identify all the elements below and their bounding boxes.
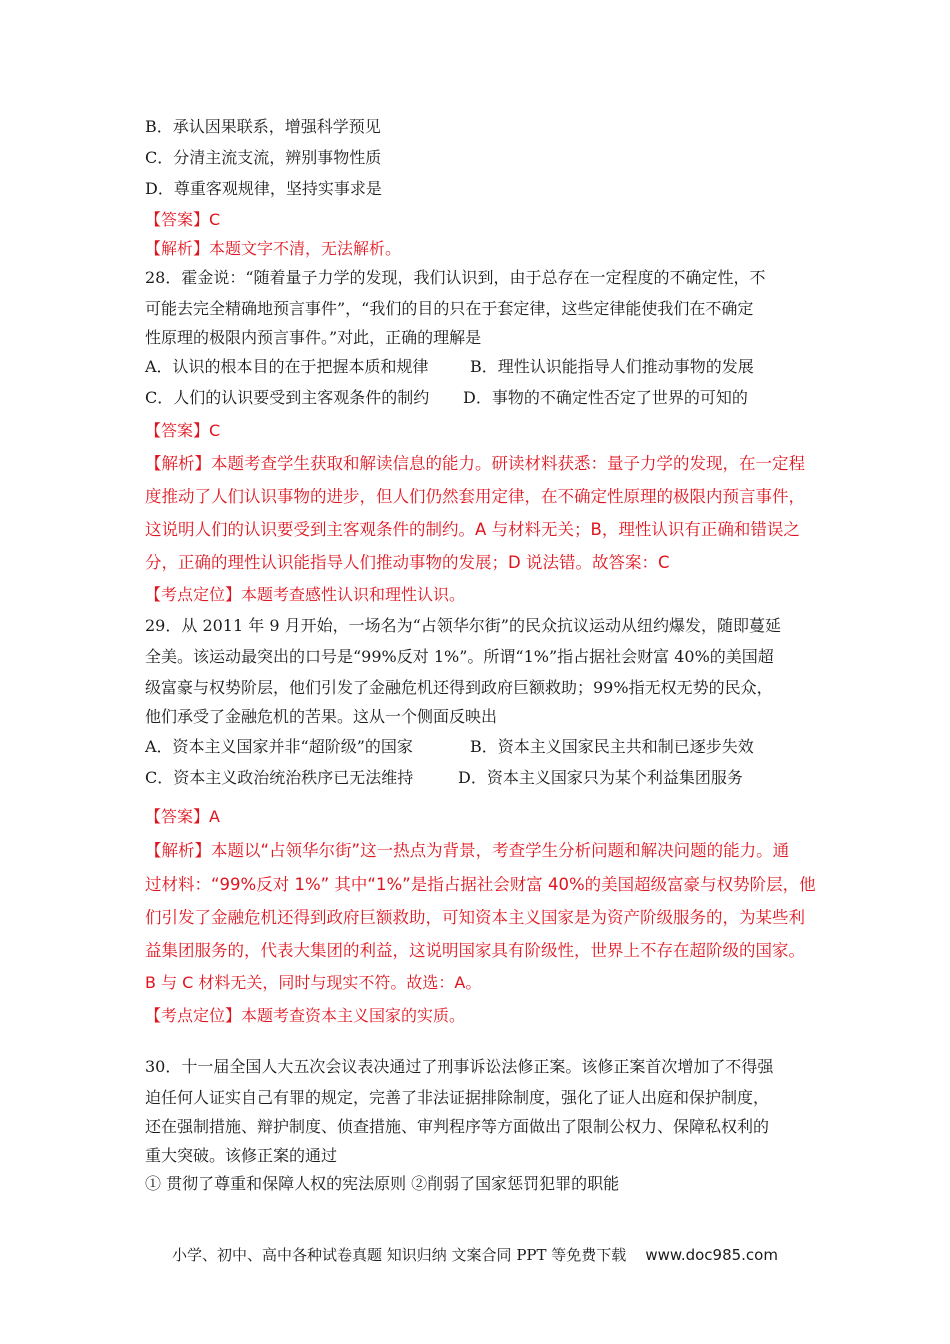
q30-items: ① 贯彻了尊重和保障人权的宪法原则 ②削弱了国家惩罚犯罪的职能 xyxy=(145,1174,620,1193)
q29-stem-line: 全美。该运动最突出的口号是“99%反对 1%”。所谓“1%”指占据社会财富 40%的美国超 xyxy=(145,647,774,666)
q28-option-d: D．事物的不确定性否定了世界的可知的 xyxy=(463,388,748,407)
q28-point: 【考点定位】本题考查感性认识和理性认识。 xyxy=(145,585,466,604)
q29-stem-line: 29．从 2011 年 9 月开始，一场名为“占领华尔街”的民众抗议运动从纽约爆发，随即蔓延 xyxy=(145,616,781,635)
q29-option-d: D．资本主义国家只为某个利益集团服务 xyxy=(458,768,743,787)
q28-analysis-line: 度推动了人们认识事物的进步，但人们仍然套用定律，在不确定性原理的极限内预言事件， xyxy=(145,487,805,506)
q27-analysis: 【解析】本题文字不清，无法解析。 xyxy=(145,239,402,258)
q28-analysis-line: 这说明人们的认识要受到主客观条件的制约。A 与材料无关；B，理性认识有正确和错误之 xyxy=(145,520,800,539)
q28-stem-line: 可能去完全精确地预言事件”，“我们的目的只在于套定律，这些定律能使我们在不确定 xyxy=(145,299,754,318)
q29-option-a: A．资本主义国家并非“超阶级”的国家 xyxy=(145,737,413,756)
q28-analysis-line: 分，正确的理性认识能指导人们推动事物的发展；D 说法错。故答案：C xyxy=(145,553,670,572)
footer-text: 小学、初中、高中各种试卷真题 知识归纳 文案合同 PPT 等免费下载 xyxy=(172,1246,627,1264)
q30-stem-line: 迫任何人证实自己有罪的规定，完善了非法证据排除制度，强化了证人出庭和保护制度， xyxy=(145,1088,770,1107)
q28-stem-line: 28．霍金说：“随着量子力学的发现，我们认识到，由于总存在一定程度的不确定性，不 xyxy=(145,268,766,287)
q29-answer: 【答案】A xyxy=(145,807,220,826)
q29-analysis-line: 益集团服务的，代表大集团的利益，这说明国家具有阶级性，世界上不存在超阶级的国家。 xyxy=(145,941,805,960)
page-footer xyxy=(0,1244,950,1265)
q28-stem-line: 性原理的极限内预言事件。”对此，正确的理解是 xyxy=(145,328,482,347)
q27-option-b: B．承认因果联系，增强科学预见 xyxy=(145,117,381,136)
q29-analysis-line: 们引发了金融危机还得到政府巨额救助，可知资本主义国家是为资产阶级服务的，为某些利 xyxy=(145,908,805,927)
q29-analysis-line: 【解析】本题以“占领华尔街”这一热点为背景，考查学生分析问题和解决问题的能力。通 xyxy=(145,841,790,860)
q28-analysis-line: 【解析】本题考查学生获取和解读信息的能力。研读材料获悉：量子力学的发现，在一定程 xyxy=(145,454,805,473)
q29-option-b: B．资本主义国家民主共和制已逐步失效 xyxy=(470,737,754,756)
q30-stem-line: 30．十一届全国人大五次会议表决通过了刑事诉讼法修正案。该修正案首次增加了不得强 xyxy=(145,1057,774,1076)
q30-stem-line: 还在强制措施、辩护制度、侦查措施、审判程序等方面做出了限制公权力、保障私权利的 xyxy=(145,1117,770,1136)
q29-analysis-line: 过材料：“99%反对 1%” 其中“1%”是指占据社会财富 40%的美国超级富豪与权势阶层，他 xyxy=(145,875,816,894)
q29-option-c: C．资本主义政治统治秩序已无法维持 xyxy=(145,768,414,787)
q27-option-c: C．分清主流支流，辨别事物性质 xyxy=(145,148,382,167)
footer-link[interactable]: www.doc985.com xyxy=(645,1246,778,1264)
q28-option-b: B．理性认识能指导人们推动事物的发展 xyxy=(470,357,754,376)
q29-stem-line: 他们承受了金融危机的苦果。这从一个侧面反映出 xyxy=(145,707,498,726)
q29-analysis-line: B 与 C 材料无关，同时与现实不符。故选：A。 xyxy=(145,973,482,992)
q28-answer: 【答案】C xyxy=(145,421,221,440)
footer-spacer xyxy=(631,1246,641,1264)
q27-answer: 【答案】C xyxy=(145,210,221,229)
q27-option-d: D．尊重客观规律，坚持实事求是 xyxy=(145,179,382,198)
q30-stem-line: 重大突破。该修正案的通过 xyxy=(145,1146,338,1165)
q29-point: 【考点定位】本题考查资本主义国家的实质。 xyxy=(145,1006,466,1025)
q28-option-c: C．人们的认识要受到主客观条件的制约 xyxy=(145,388,430,407)
q28-option-a: A．认识的根本目的在于把握本质和规律 xyxy=(145,357,429,376)
q29-stem-line: 级富豪与权势阶层，他们引发了金融危机还得到政府巨额救助；99%指无权无势的民众， xyxy=(145,678,773,697)
